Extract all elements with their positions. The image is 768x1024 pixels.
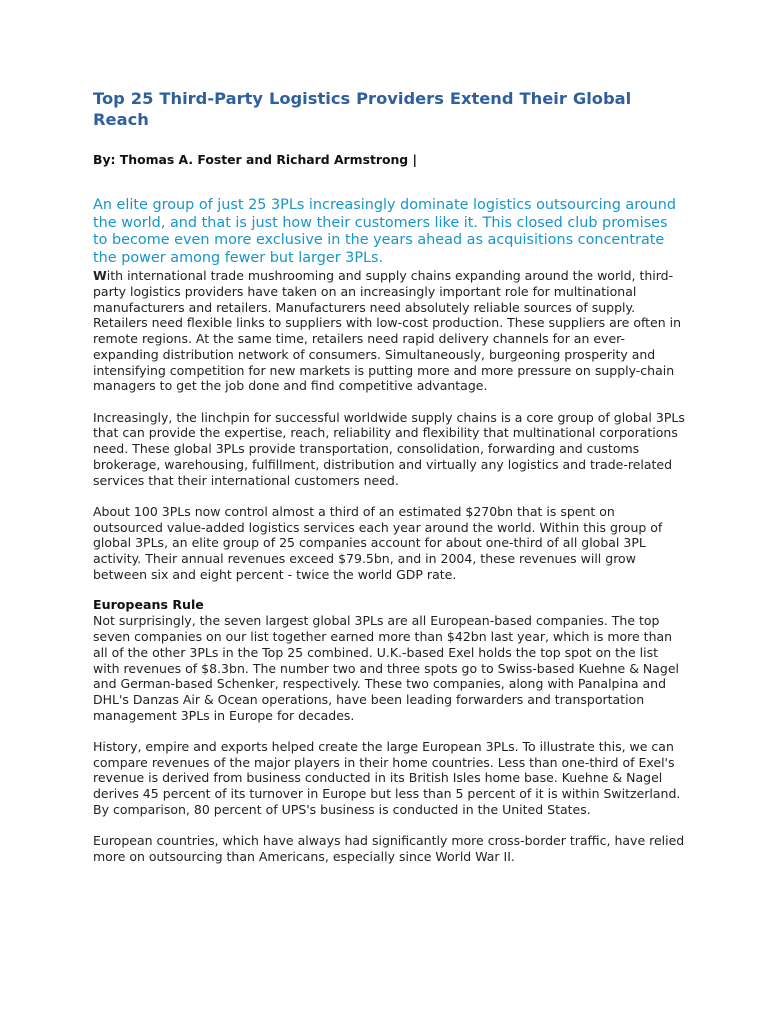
article-title: Top 25 Third-Party Logistics Providers Extend Their Global Reach	[93, 89, 632, 129]
first-letter: W	[93, 268, 107, 284]
body-paragraph-1-text: ith international trade mushrooming and supply chains expanding around the world, third-party logistics providers have taken on an increasingly important role for multinational manufacturers and retailers. Manufacturers need absolutely reliable sources of supply. Retailers need flexible links to suppliers with low-cost production. These suppliers are often in remote regions. At the same time, retailers need rapid delivery channels for an ever-expanding distribution network of consumers. Simultaneously, burgeoning prosperity and intensifying competition for new markets is putting more and more pressure on supply-chain managers to get the job done and find competitive advantage.	[93, 268, 682, 394]
lead-paragraph: An elite group of just 25 3PLs increasingly dominate logistics outsourcing around the world, and that is just how their customers like it. This closed club promises to become even more exclusive in the years ahead as acquisitions concentrate the power among fewer but larger 3PLs.	[93, 197, 677, 266]
body-paragraph-5: History, empire and exports helped create the large European 3PLs. To illustrate this, we can compare revenues of the major players in their home countries. Less than one-third of Exel's revenue is derived from business conducted in its British Isles home base. Kuehne & Nagel derives 45 percent of its turnover in Europe but less than 5 percent of it is within Switzerland. By comparison, 80 percent of UPS's business is conducted in the United States.	[93, 739, 681, 817]
section-heading: Europeans Rule	[93, 597, 204, 613]
body-paragraph-3: About 100 3PLs now control almost a third of an estimated $270bn that is spent on outsourced value-added logistics services each year around the world. Within this group of global 3PLs, an elite group of 25 companies account for about one-third of all global 3PL activity. Their annual revenues exceed $79.5bn, and in 2004, these revenues will grow between six and eight percent - twice the world GDP rate.	[93, 503, 663, 582]
article	[93, 88, 685, 865]
body-paragraph-6: European countries, which have always had significantly more cross-border traffic, have relied more on outsourcing than Americans, especially since World War II.	[93, 833, 685, 864]
body-paragraph-4: Not surprisingly, the seven largest global 3PLs are all European-based companies. The top seven companies on our list together earned more than $42bn last year, which is more than all of the other 3PLs in the Top 25 combined. U.K.-based Exel holds the top spot on the list with revenues of $8.3bn. The number two and three spots go to Swiss-based Kuehne & Nagel and German-based Schenker, respectively. These two companies, along with Panalpina and DHL's Danzas Air & Ocean operations, have been leading forwarders and transportation management 3PLs in Europe for decades.	[93, 613, 680, 723]
byline: By: Thomas A. Foster and Richard Armstrong |	[93, 152, 418, 167]
body-paragraph-2: Increasingly, the linchpin for successful worldwide supply chains is a core group of global 3PLs that can provide the expertise, reach, reliability and flexibility that multinational corporations need. These global 3PLs provide transportation, consolidation, forwarding and customs brokerage, warehousing, fulfillment, distribution and virtually any logistics and trade-related services that their international customers need.	[93, 409, 685, 488]
body-paragraph-1	[93, 268, 685, 394]
